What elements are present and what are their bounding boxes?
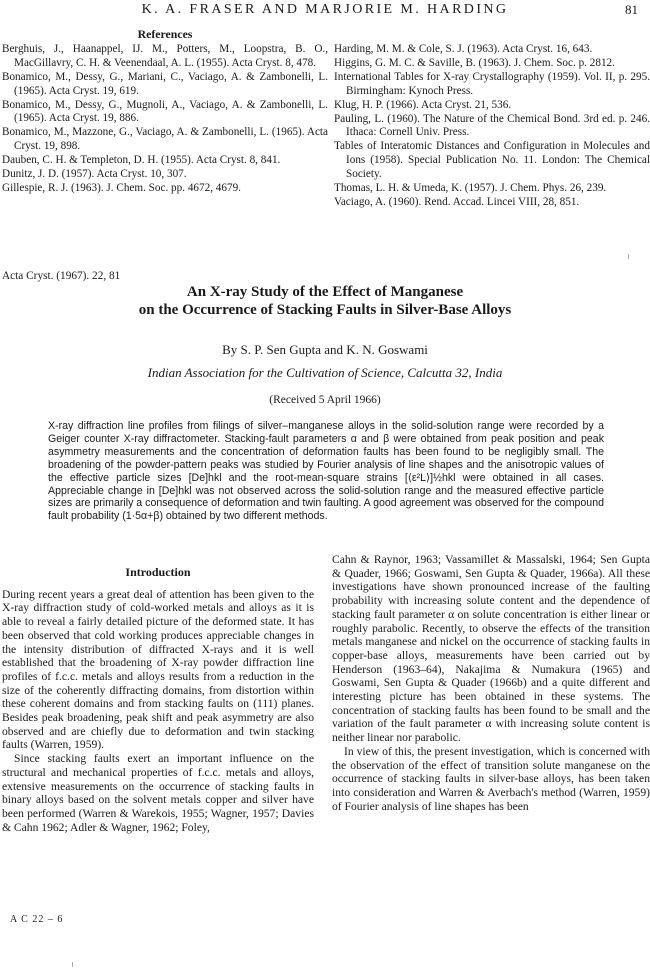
reference-item: Berghuis, J., Haanappel, IJ. M., Potters, M., Loopstra, B. O., MacGillavry, C. H. & Veenendaal, A. L. (1955). Acta Cryst. 8, 478.	[2, 42, 328, 69]
page-number: 81	[625, 2, 638, 17]
reference-item: Tables of Interatomic Distances and Configuration in Molecules and Ions (1958). Special Publication No. 11. London: The Chemical Society.	[334, 140, 650, 181]
reference-item: Pauling, L. (1960). The Nature of the Chemical Bond. 3rd ed. p. 246. Ithaca: Cornell Univ. Press.	[334, 112, 650, 139]
reference-item: Dunitz, J. D. (1957). Acta Cryst. 10, 307.	[2, 168, 187, 181]
reference-item: Bonamico, M., Mazzone, G., Vaciago, A. & Zambonelli, L. (1965). Acta Cryst. 19, 898.	[2, 126, 328, 153]
body-right-column	[332, 553, 650, 813]
reference-item: Dauben, C. H. & Templeton, D. H. (1955). Acta Cryst. 8, 841.	[2, 154, 281, 167]
scan-mark	[72, 962, 73, 967]
reference-item: Klug, H. P. (1966). Acta Cryst. 21, 536.	[334, 98, 512, 111]
authors: By S. P. Sen Gupta and K. N. Goswami	[222, 342, 428, 357]
reference-item: International Tables for X-ray Crystallography (1959). Vol. II, p. 295. Birmingham: Kynoch Press.	[334, 70, 650, 97]
journal-citation: Acta Cryst. (1967). 22, 81	[2, 270, 121, 282]
references-heading: References	[137, 27, 193, 41]
article-title-line-2: on the Occurrence of Stacking Faults in Silver-Base Alloys	[138, 301, 512, 318]
intro-paragraph-1: During recent years a great deal of attention has been given to the X-ray diffraction study of cold-worked metals and alloys as it is able to reveal a fairly detailed picture of the deformed state. It has been observed that cold working produces appreciable changes in the intensity distribution of diffracted X-rays and it is well established that the broadening of X-ray powder diffraction line profiles of f.c.c. metals and alloys results from a reduction in the size of the coherently diffracting domains, from distortion within these coherent domains and from stacking faults on (111) planes. Besides peak broadening, peak shift and peak asymmetry are also observed and are chiefly due to deformation and twin stacking faults (Warren, 1959).	[2, 587, 314, 752]
affiliation: Indian Association for the Cultivation of Science, Calcutta 32, India	[147, 365, 503, 380]
references-left-column	[2, 28, 328, 196]
references-right-column	[334, 43, 650, 210]
reference-item: Bonamico, M., Dessy, G., Mariani, C., Vaciago, A. & Zambonelli, L. (1965). Acta Cryst. 19, 619.	[2, 70, 328, 97]
intro-paragraph-2: Since stacking faults exert an important influence on the structural and mechanical properties of f.c.c. metals and alloys, extensive measurements on the occurrence of stacking faults in binary alloys based on the solvent metals copper and silver have been performed (Warren & Warekois, 1955; Wagner, 1957; Davies & Cahn 1962; Adler & Wagner, 1962; Foley,	[2, 752, 314, 834]
introduction-heading: Introduction	[125, 565, 191, 579]
article-title-block	[0, 284, 650, 406]
reference-item: Harding, M. M. & Cole, S. J. (1963). Acta Cryst. 16, 643.	[334, 43, 593, 55]
article-title-line-1: An X-ray Study of the Effect of Manganese	[186, 284, 464, 300]
reference-item: Higgins, G. M. C. & Saville, B. (1963). J. Chem. Soc. p. 2812.	[334, 56, 615, 69]
page-header	[0, 2, 650, 20]
received-date: (Received 5 April 1966)	[269, 394, 381, 406]
reference-item: Thomas, L. H. & Umeda, K. (1957). J. Chem. Phys. 26, 239.	[334, 182, 607, 195]
running-head: K. A. FRASER AND MARJORIE M. HARDING	[141, 2, 509, 17]
reference-item: Bonamico, M., Dessy, G., Mugnoli, A., Vaciago, A. & Zambonelli, L. (1965). Acta Cryst. 19, 886.	[2, 98, 328, 125]
signature-code: A C 22 – 6	[10, 914, 64, 925]
scan-mark	[628, 254, 629, 259]
body-paragraph-continued: Cahn & Raynor, 1963; Vassamillet & Massalski, 1964; Sen Gupta & Quader, 1966; Goswami, Sen Gupta & Quader, 1966a). All these investigations have shown pronounced increase of the faulting probability with increasing solute content and the dependence of stacking fault parameter α on solute concentration is either linear or roughly parabolic. Recently, to observe the effects of the transition metals manganese and nickel on the occurrence of stacking faults in copper-base alloys, measurements have been carried out by Henderson (1963–64), Nakajima & Numakura (1965) and Goswami, Sen Gupta & Quader (1966b) and a quite different and interesting picture has been obtained in these systems. The concentration of stacking faults has been found to be small and the variation of the fault parameter α with increasing solute content is neither linear nor parabolic.	[332, 553, 650, 745]
abstract: X-ray diffraction line profiles from filings of silver–manganese alloys in the solid-solution range were recorded by a Geiger counter X-ray diffractometer. Stacking-fault parameters α and β were obtained from peak position and peak asymmetry measurements and the concentration of deformation faults has been found to be negligibly small. The broadening of the powder-pattern peaks was studied by Fourier analysis of line shapes and the anisotropic values of the effective particle sizes [De]hkl and the root-mean-square strains [⟨ε²L⟩]½hkl were obtained in all cases. Appreciable change in [De]hkl was not observed across the solid-solution range and the measured effective particle sizes are primarily a consequence of deformation and twin faulting. A good agreement was observed for the compound fault probability (1·5α+β) obtained by two different methods.	[48, 420, 604, 523]
reference-item: Gillespie, R. J. (1963). J. Chem. Soc. pp. 4672, 4679.	[2, 181, 241, 194]
reference-item: Vaciago, A. (1960). Rend. Accad. Lincei VIII, 28, 851.	[334, 195, 580, 208]
body-left-column	[2, 566, 314, 834]
body-paragraph-next: In view of this, the present investigation, which is concerned with the observation of the effect of transition solute manganese on the occurrence of stacking faults in silver-base alloys, has been taken into consideration and Warren & Averbach's method (Warren, 1959) of Fourier analysis of line shapes has been	[332, 744, 650, 813]
